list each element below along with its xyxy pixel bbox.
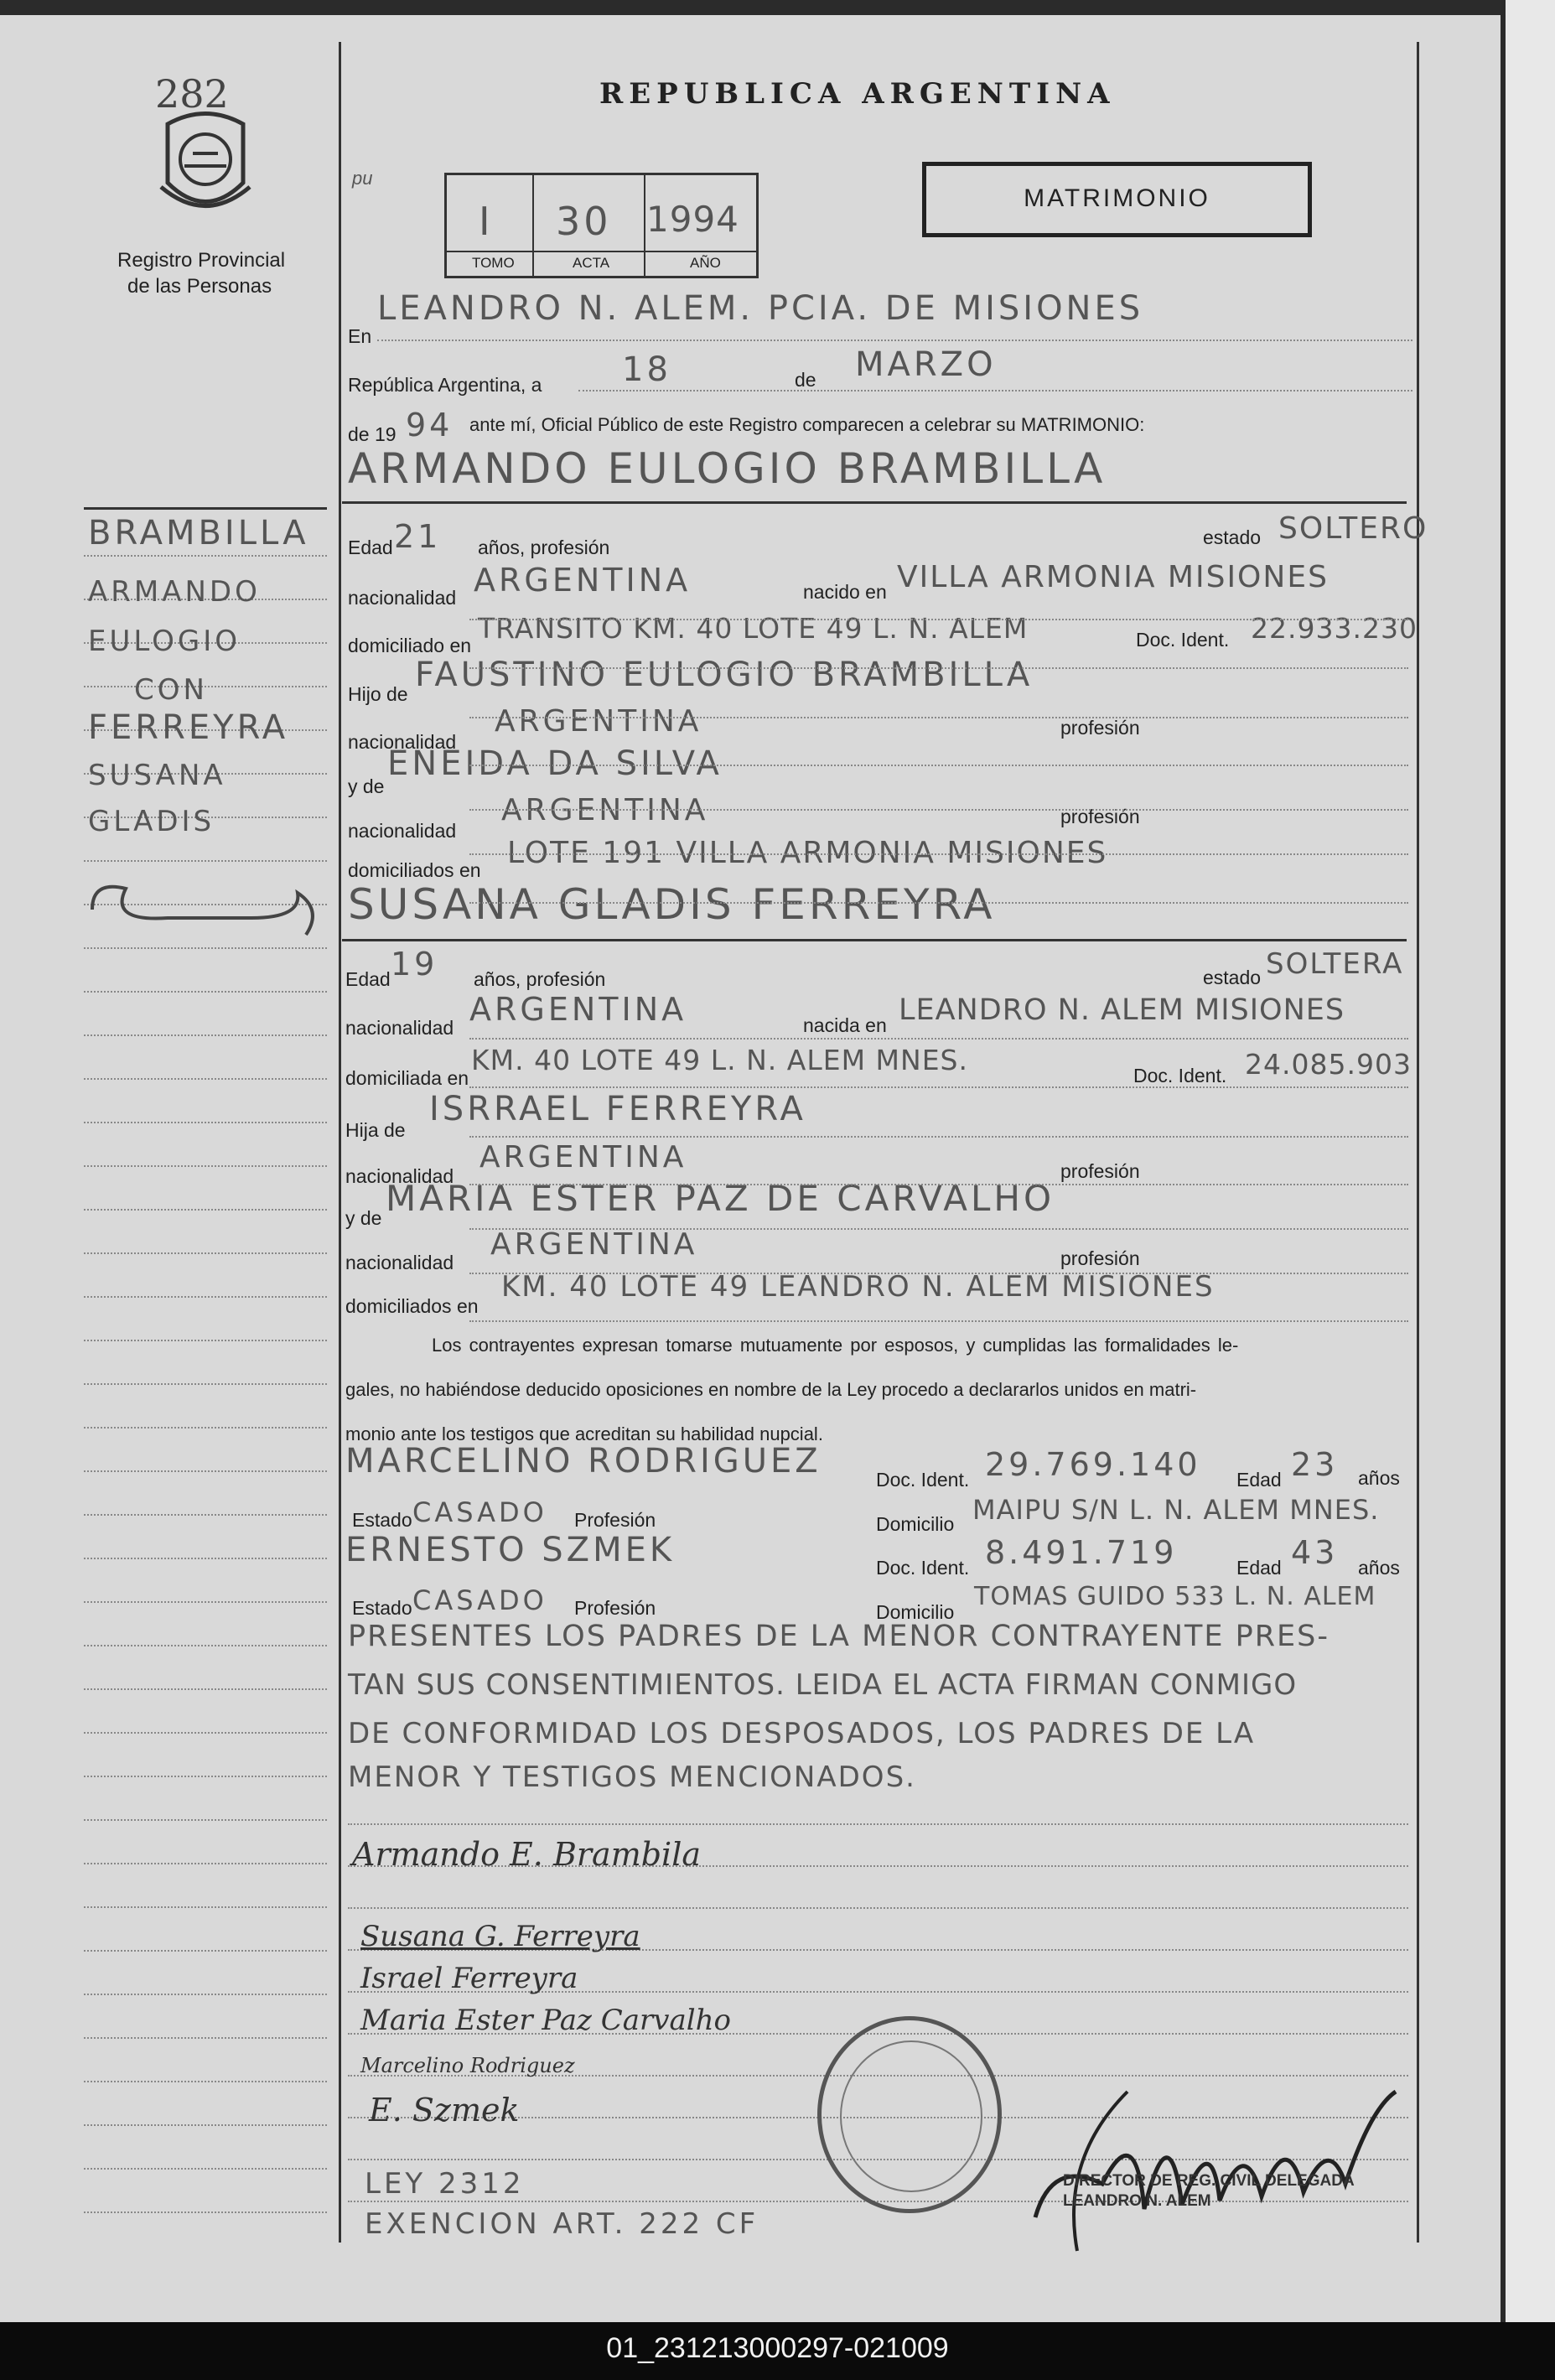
witness2-domicile: TOMAS GUIDO 533 L. N. ALEM [974, 1582, 1376, 1611]
page-top-edge [0, 0, 1555, 15]
label-nacionalidad-bride: nacionalidad [345, 1017, 454, 1039]
margin-rule [84, 1558, 327, 1559]
margin-rule [84, 991, 327, 993]
margin-rule [84, 2081, 327, 2082]
body-rule [348, 1823, 1408, 1825]
bride-father-nationality: ARGENTINA [479, 1140, 687, 1174]
label-doc-ident-bride: Doc. Ident. [1133, 1065, 1227, 1086]
reference-box [444, 173, 759, 278]
anio-value: 1994 [646, 199, 739, 240]
bride-mother: MARIA ESTER PAZ DE CARVALHO [386, 1178, 1055, 1219]
margin-rule [84, 2037, 327, 2039]
declaration-line3: monio ante los testigos que acreditan su habilidad nupcial. [345, 1423, 823, 1444]
book-binding-edge [1501, 0, 1555, 2322]
margin-rule [84, 1427, 327, 1429]
margin-name-groom-1: ARMANDO [88, 575, 261, 609]
registry-line1: Registro Provincial [117, 249, 286, 272]
margin-rule [84, 1645, 327, 1646]
groom-full-name: ARMANDO EULOGIO BRAMBILLA [348, 444, 1107, 493]
margin-rule [84, 2211, 327, 2213]
groom-father-nationality: ARGENTINA [495, 704, 702, 739]
label-de-month: de [795, 369, 816, 391]
witness2-name: ERNESTO SZMEK [345, 1531, 676, 1569]
margin-rule [84, 947, 327, 949]
signature-bride-mother: Maria Ester Paz Carvalho [360, 2004, 731, 2037]
label-republica: República Argentina, a [348, 374, 542, 396]
signature-groom: Armando E. Brambila [352, 1836, 702, 1873]
official-round-stamp [817, 2016, 1002, 2213]
tomo-value: I [479, 199, 494, 244]
field-rule [469, 902, 1408, 904]
label-nacida-en: nacida en [803, 1014, 887, 1036]
bride-name-rule [342, 939, 1407, 941]
witness1-estado: CASADO [412, 1496, 547, 1528]
margin-rule [84, 1688, 327, 1690]
folio-number: 282 [155, 71, 229, 117]
field-rule [469, 717, 1408, 718]
official-signature-icon [1027, 2058, 1412, 2263]
witness2-estado: CASADO [412, 1584, 547, 1616]
acta-value: 30 [556, 199, 612, 244]
field-rule [469, 809, 1408, 811]
bride-nationality: ARGENTINA [469, 991, 687, 1028]
declaration-line2: gales, no habiéndose deducido oposiciones en nombre de la Ley procedo a declararlos unidos en matri- [345, 1379, 1197, 1400]
right-frame-line [1417, 42, 1419, 2243]
label-nacionalidad-groom-mother: nacionalidad [348, 820, 457, 842]
label-anos-profesion-groom: años, profesión [478, 537, 610, 558]
margin-con: CON [134, 673, 208, 707]
label-estado-bride: estado [1203, 967, 1262, 988]
label-profesion-groom-mother: profesión [1060, 806, 1140, 827]
label-nacido-en: nacido en [803, 581, 887, 603]
label-nacionalidad-bride-father: nacionalidad [345, 1165, 454, 1187]
label-domicilio-w1: Domicilio [876, 1513, 955, 1535]
groom-nationality: ARGENTINA [474, 562, 692, 599]
note-line-4: MENOR Y TESTIGOS MENCIONADOS. [348, 1760, 916, 1794]
act-type-label: MATRIMONIO [1024, 184, 1210, 212]
signature-bride-father: Israel Ferreyra [360, 1962, 578, 1995]
margin-name-bride-1: SUSANA [88, 759, 226, 792]
label-edad-w1: Edad [1236, 1469, 1282, 1491]
field-rule [469, 1273, 1408, 1274]
margin-rule [84, 1776, 327, 1777]
margin-rule [84, 1252, 327, 1254]
dotted-rule [377, 340, 1412, 341]
groom-age: 21 [394, 518, 442, 555]
note-line-3: DE CONFORMIDAD LOS DESPOSADOS, LOS PADRES DE LA [348, 1717, 1256, 1750]
left-frame-line [339, 42, 341, 2243]
margin-rule [84, 1470, 327, 1472]
provincial-seal-icon [151, 107, 260, 220]
dotted-rule [578, 390, 1412, 391]
label-profesion-groom-father: profesión [1060, 717, 1140, 739]
label-profesion-w2: Profesión [574, 1597, 656, 1619]
acta-label: ACTA [573, 255, 610, 271]
label-y-de-bride: y de [345, 1207, 382, 1229]
country-header: REPUBLICA ARGENTINA [599, 77, 1116, 111]
label-profesion-w1: Profesión [574, 1509, 656, 1531]
label-domiciliados-bride: domiciliados en [345, 1295, 479, 1317]
label-edad-w2: Edad [1236, 1557, 1282, 1579]
field-rule [469, 1228, 1408, 1230]
margin-rule [84, 1034, 327, 1036]
label-anos-w2: años [1358, 1557, 1400, 1579]
groom-birthplace: VILLA ARMONIA MISIONES [897, 560, 1329, 594]
law-line-2: EXENCION ART. 222 CF [365, 2207, 759, 2241]
label-profesion-bride-mother: profesión [1060, 1247, 1140, 1269]
field-rule [469, 1320, 1408, 1322]
margin-rule [84, 1819, 327, 1821]
margin-name-groom-2: EULOGIO [88, 625, 241, 658]
witness1-name: MARCELINO RODRIGUEZ [345, 1442, 822, 1480]
scan-id-text: 01_231213000297-021009 [606, 2332, 949, 2364]
margin-rule [84, 1732, 327, 1734]
bride-full-name: SUSANA GLADIS FERREYRA [348, 880, 996, 929]
signature-witness1: Marcelino Rodriguez [360, 2054, 575, 2077]
margin-surname-groom: BRAMBILLA [88, 514, 309, 552]
label-hijo-de: Hijo de [348, 683, 408, 705]
groom-estado: SOLTERO [1278, 511, 1428, 546]
bride-father: ISRRAEL FERREYRA [429, 1090, 806, 1128]
margin-rule [84, 1906, 327, 1908]
initials-mark: pu [352, 168, 373, 189]
margin-rule [84, 2168, 327, 2170]
registry-line2: de las Personas [127, 275, 272, 298]
margin-name-bride-2: GLADIS [88, 805, 215, 838]
declaration-line1: Los contrayentes expresan tomarse mutuamente por esposos, y cumplidas las formalidades le- [432, 1335, 1239, 1356]
margin-rule [84, 2124, 327, 2126]
label-de19: de 19 [348, 423, 397, 445]
margin-rule [84, 1383, 327, 1385]
label-doc-ident-w2: Doc. Ident. [876, 1557, 970, 1579]
label-domiciliado-en: domiciliado en [348, 635, 472, 656]
margin-rule [84, 1122, 327, 1123]
field-rule [469, 1038, 1408, 1040]
label-estado-w1: Estado [352, 1509, 412, 1531]
label-doc-ident-groom: Doc. Ident. [1136, 629, 1230, 651]
official-stamp-text: DIRECTOR DE REG. CIVIL DELEGADA LEANDRO N. ALEM [1063, 2172, 1354, 2210]
margin-rule [84, 1296, 327, 1298]
field-rule [469, 1136, 1408, 1138]
bride-parents-domicile: KM. 40 LOTE 49 LEANDRO N. ALEM MISIONES [501, 1270, 1215, 1304]
month-value: MARZO [855, 345, 997, 384]
label-estado-w2: Estado [352, 1597, 412, 1619]
margin-rule [84, 1078, 327, 1080]
witness2-age: 43 [1291, 1534, 1339, 1571]
field-rule [469, 853, 1408, 855]
margin-rule [84, 1514, 327, 1516]
signature-witness2: E. Szmek [369, 2092, 520, 2129]
label-doc-ident-w1: Doc. Ident. [876, 1469, 970, 1491]
label-profesion-bride-father: profesión [1060, 1160, 1140, 1182]
field-rule [469, 667, 1408, 669]
label-domiciliados-groom: domiciliados en [348, 859, 481, 881]
label-en: En [348, 325, 372, 347]
note-line-1: PRESENTES LOS PADRES DE LA MENOR CONTRAYENTE PRES- [348, 1620, 1330, 1653]
margin-rule [84, 1863, 327, 1864]
act-type-box [922, 162, 1312, 237]
label-anos-profesion-bride: años, profesión [474, 968, 606, 990]
field-rule [469, 619, 1408, 620]
bride-domicile: KM. 40 LOTE 49 L. N. ALEM MNES. [471, 1044, 968, 1076]
witness2-doc: 8.491.719 [985, 1534, 1178, 1571]
label-domicilio-w2: Domicilio [876, 1601, 955, 1623]
margin-rule [84, 555, 327, 557]
label-nacionalidad-bride-mother: nacionalidad [345, 1252, 454, 1273]
label-nacionalidad-groom: nacionalidad [348, 587, 457, 609]
margin-rule [84, 1165, 327, 1167]
bride-estado: SOLTERA [1266, 947, 1404, 981]
witness1-domicile: MAIPU S/N L. N. ALEM MNES. [972, 1494, 1380, 1526]
field-rule [469, 765, 1408, 766]
tomo-label: TOMO [472, 255, 515, 271]
label-y-de-groom: y de [348, 775, 385, 797]
margin-rule [84, 1340, 327, 1341]
witness1-age: 23 [1291, 1446, 1339, 1483]
label-estado-groom: estado [1203, 526, 1262, 548]
margin-surname-bride: FERREYRA [88, 708, 289, 747]
anio-label: AÑO [690, 255, 721, 271]
field-rule [469, 1086, 1408, 1088]
groom-parents-domicile: LOTE 191 VILLA ARMONIA MISIONES [507, 836, 1108, 870]
groom-domicile: TRANSITO KM. 40 LOTE 49 L. N. ALEM [478, 612, 1029, 645]
groom-mother-nationality: ARGENTINA [501, 793, 709, 827]
margin-rule [84, 1209, 327, 1211]
groom-mother: ENEIDA DA SILVA [387, 744, 723, 783]
margin-rule [84, 1950, 327, 1952]
bride-mother-nationality: ARGENTINA [490, 1227, 698, 1262]
margin-flourish-icon [84, 872, 327, 947]
groom-doc: 22.933.230 [1251, 612, 1418, 645]
margin-top-rule [84, 507, 327, 510]
label-edad-groom: Edad [348, 537, 393, 558]
signature-bride: Susana G. Ferreyra [360, 1920, 640, 1953]
bride-doc: 24.085.903 [1245, 1048, 1412, 1081]
place-value: LEANDRO N. ALEM. PCIA. DE MISIONES [377, 289, 1144, 328]
label-anos-w1: años [1358, 1467, 1400, 1489]
margin-rule [84, 1601, 327, 1603]
label-domiciliada-en: domiciliada en [345, 1067, 469, 1089]
bride-birthplace: LEANDRO N. ALEM MISIONES [899, 993, 1345, 1027]
witness1-doc: 29.769.140 [985, 1446, 1201, 1483]
label-ante-mi: ante mí, Oficial Público de este Registro comparecen a celebrar su MATRIMONIO: [469, 414, 1145, 435]
margin-rule [84, 860, 327, 862]
margin-rule [84, 1994, 327, 1995]
scan-id-bar [0, 2322, 1555, 2380]
groom-father: FAUSTINO EULOGIO BRAMBILLA [415, 656, 1034, 694]
label-nacionalidad-groom-father: nacionalidad [348, 731, 457, 753]
body-rule [348, 1907, 1408, 1909]
note-line-2: TAN SUS CONSENTIMIENTOS. LEIDA EL ACTA FIRMAN CONMIGO [348, 1668, 1298, 1702]
law-line-1: LEY 2312 [365, 2167, 525, 2201]
label-hija-de: Hija de [345, 1119, 406, 1141]
groom-name-rule [342, 501, 1407, 504]
label-edad-bride: Edad [345, 968, 391, 990]
day-value: 18 [622, 350, 671, 389]
bride-age: 19 [391, 946, 438, 983]
year-suffix-value: 94 [406, 407, 454, 443]
field-rule [469, 1184, 1408, 1185]
